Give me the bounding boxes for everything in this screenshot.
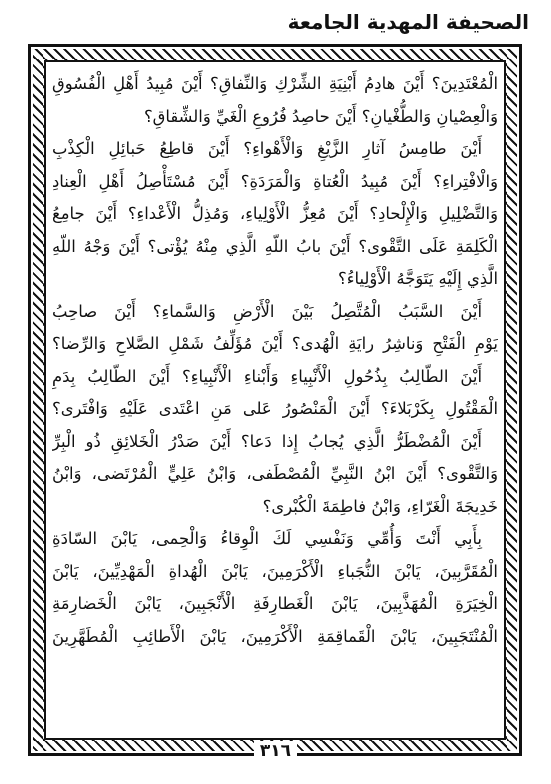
running-header [288, 4, 529, 34]
text-line: الْكَلِمَةِ عَلَى التَّقْوى؟ أَيْنَ بابُ اللّهِ الَّذِي مِنْهُ يُؤْتى؟ أَيْنَ وَجْهُ اللّهِ [52, 236, 498, 256]
page-number [0, 741, 551, 761]
text-line: الْخِيَرَةِ الْمُهَذَّبِينَ، يَابْنَ الْغَطارِفَةِ الْأَنْجَبِينَ، يَابْنَ الْخَضارِمَةِ [52, 594, 498, 613]
header-title: الصحيفة المهدية الجامعة [287, 10, 529, 34]
text-line: الْمُنْتَجَبِينَ، يَابْنَ الْقَماقِمَةِ الْأَكْرَمِينَ، يَابْنَ الْأَطائِبِ الْمُطَهَّرِينَ [52, 626, 498, 646]
text-line: أَيْنَ طامِسُ آثارِ الزَّيْغِ وَالْأَهْواءِ؟ أَيْنَ قاطِعُ حَبائِلِ الْكِذْبِ [52, 139, 482, 158]
text-line: بِأَبِي أَنْتَ وَأُمِّي وَنَفْسِي لَكَ الْوِقاءُ وَالْحِمى، يَابْنَ السّادَةِ [52, 529, 482, 548]
text-line: وَالتَّضْلِيلِ وَالْإِلْحادِ؟ أَيْنَ مُعِزُّ الْأَوْلِياءِ، وَمُذِلُّ الْأَعْداءِ؟ أَيْنَ جامِعُ [52, 204, 498, 223]
text-line: أَيْنَ الْمُضْطَرُّ الَّذِي يُجابُ إِذا دَعا؟ أَيْنَ صَدْرُ الْخَلائِقِ ذُو الْبِرِّ [52, 431, 482, 451]
text-line: الْمُعْتَدِينَ؟ أَيْنَ هادِمُ أَبْنِيَةِ الشِّرْكِ وَالنِّفاقِ؟ أَيْنَ مُبِيدُ أَهْلِ الْفُسُوقِ [52, 74, 498, 93]
text-line: الَّذِي إِلَيْهِ يَتَوَجَّهُ الْأَوْلِياءُ؟ [338, 269, 498, 288]
text-line: الْمَقْتُولِ بِكَرْبَلاءَ؟ أَيْنَ الْمَنْصُورُ عَلى مَنِ اعْتَدى عَلَيْهِ وَافْتَرى؟ [52, 399, 498, 418]
text-line: يَوْمِ الْفَتْحِ وَناشِرُ رايَةِ الْهُدى؟ أَيْنَ مُؤَلِّفُ شَمْلِ الصَّلاحِ وَالرِّضا؟ [52, 334, 498, 353]
text-line: خَدِيجَةَ الْغَرّاءِ، وَابْنُ فاطِمَةَ الْكُبْرى؟ [262, 496, 498, 516]
text-line: الْمُقَرَّبِينَ، يَابْنَ النُّجَباءِ الْأَكْرَمِينَ، يَابْنَ الْهُداةِ الْمَهْدِيِّينَ، يَابْنَ [52, 561, 498, 581]
text-line: أَيْنَ الطّالِبُ بِذُحُولِ الْأَنْبِياءِ وَأَبْناءِ الْأَنْبِياءِ؟ أَيْنَ الطّالِبُ بِدَمِ [52, 366, 482, 386]
text-line: وَالْعِصْيانِ وَالطُّغْيانِ؟ أَيْنَ حاصِدُ فُرُوعِ الْغَيِّ وَالشِّقاقِ؟ [143, 106, 498, 126]
page-number-text: ٣١٦ [254, 741, 297, 761]
text-line: وَالْافْتِراءِ؟ أَيْنَ مُبِيدُ الْعُتاةِ وَالْمَرَدَةِ؟ أَيْنَ مُسْتَأْصِلُ أَهْلِ الْعِنادِ [52, 171, 498, 191]
text-line: وَالتَّقْوى؟ أَيْنَ ابْنُ النَّبِيِّ الْمُصْطَفى، وَابْنُ عَلِيٍّ الْمُرْتَضى، وَابْنُ [52, 464, 498, 483]
text-line: أَيْنَ السَّبَبُ الْمُتَّصِلُ بَيْنَ الْأَرْضِ وَالسَّماءِ؟ أَيْنَ صاحِبُ [52, 301, 482, 321]
main-text [52, 68, 498, 732]
